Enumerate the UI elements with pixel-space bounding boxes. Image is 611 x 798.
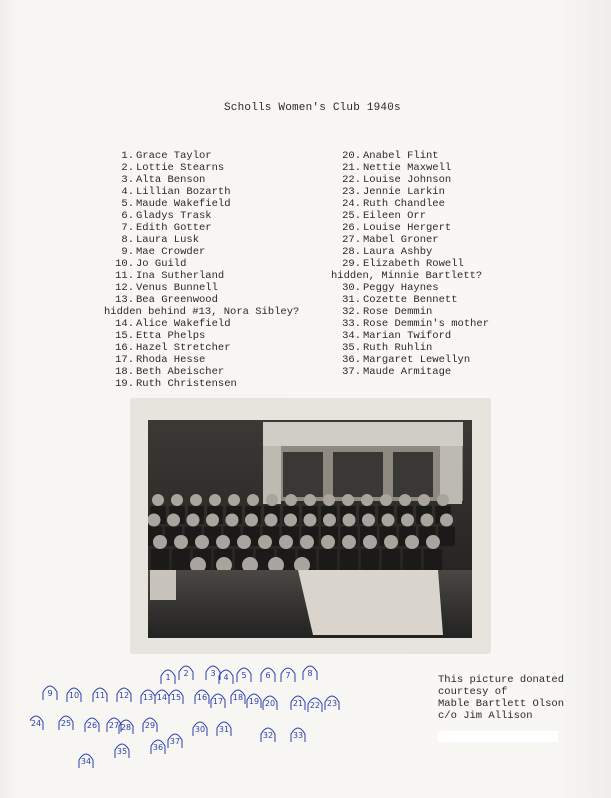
key-number: 5 (241, 671, 247, 680)
key-number: 15 (170, 693, 182, 702)
list-item-name: Cozette Bennett (363, 294, 458, 306)
list-item (104, 222, 334, 234)
list-item-name: Alta Benson (136, 174, 206, 186)
list-item (331, 294, 561, 306)
list-item-name: Rose Demmin's mother (363, 318, 490, 330)
list-item-name: Louise Johnson (363, 174, 452, 186)
list-item-number: 35. (342, 342, 361, 354)
list-item-name: Etta Phelps (136, 330, 206, 342)
key-number: 9 (47, 689, 53, 698)
list-item-name: Mae Crowder (136, 246, 206, 258)
list-item (331, 306, 561, 318)
donation-line: c/o Jim Allison (438, 710, 533, 722)
key-number: 27 (108, 721, 120, 730)
person-face (300, 535, 314, 549)
list-item-name: Louise Hergert (363, 222, 452, 234)
person-face (401, 514, 414, 527)
list-item-number: 36. (342, 354, 361, 366)
person-body (172, 549, 190, 570)
list-item (331, 246, 561, 258)
list-item-name: Elizabeth Rowell (363, 258, 464, 270)
list-item (331, 198, 561, 210)
person-face (148, 514, 161, 527)
list-item (331, 354, 561, 366)
person-face (361, 494, 373, 506)
person-face (399, 494, 411, 506)
person-face (265, 514, 278, 527)
list-item (104, 246, 334, 258)
list-item-number: 32. (342, 306, 361, 318)
list-item-number: 28. (342, 246, 361, 258)
list-item (104, 186, 334, 198)
key-number: 2 (183, 669, 189, 678)
list-item-number: 20. (342, 150, 361, 162)
list-item (331, 366, 561, 378)
key-number: 4 (223, 673, 229, 682)
person-face (228, 494, 240, 506)
person-face (206, 514, 219, 527)
redaction-block (438, 731, 558, 742)
list-item-number: 37. (342, 366, 361, 378)
list-item-number: 25. (342, 210, 361, 222)
list-item-name: Maude Armitage (363, 366, 452, 378)
list-item-number: 3. (121, 174, 134, 186)
person-face (342, 535, 356, 549)
list-item-number: 6. (121, 210, 134, 222)
list-item (331, 186, 561, 198)
key-number: 17 (212, 697, 224, 706)
list-item-number: 4. (121, 186, 134, 198)
person-face (437, 494, 449, 506)
person-face (421, 514, 434, 527)
key-number: 19 (248, 697, 260, 706)
list-item-name: Mabel Groner (363, 234, 439, 246)
list-item-number: 5. (121, 198, 134, 210)
list-item-number: 23. (342, 186, 361, 198)
list-item-number: 12. (115, 282, 134, 294)
person-face (171, 494, 183, 506)
list-item (331, 282, 561, 294)
list-item-name: Anabel Flint (363, 150, 439, 162)
person-face (167, 514, 180, 527)
person-face (304, 494, 316, 506)
list-item-number: 31. (342, 294, 361, 306)
list-item-name: Ruth Chandlee (363, 198, 445, 210)
key-number: 24 (30, 719, 42, 728)
list-item-name: Jo Guild (136, 258, 187, 270)
person-face (226, 514, 239, 527)
key-number: 29 (144, 721, 156, 730)
list-item-name: Edith Gotter (136, 222, 212, 234)
list-item-name: Lillian Bozarth (136, 186, 231, 198)
person-body (151, 549, 169, 570)
donation-line: courtesy of (438, 686, 508, 698)
person-face (342, 494, 354, 506)
person-face (174, 535, 188, 549)
key-number: 31 (218, 725, 230, 734)
list-item-number: 30. (342, 282, 361, 294)
list-item-name: Rhoda Hesse (136, 354, 206, 366)
list-item-number: 27. (342, 234, 361, 246)
list-item-number: 10. (115, 258, 134, 270)
list-item-number: 24. (342, 198, 361, 210)
person-face (343, 514, 356, 527)
list-item (331, 342, 561, 354)
person-face (187, 514, 200, 527)
key-number: 6 (265, 671, 271, 680)
list-item-number: 17. (115, 354, 134, 366)
list-item (331, 222, 561, 234)
list-item (104, 318, 334, 330)
key-number: 20 (264, 699, 276, 708)
list-item-name: Laura Ashby (363, 246, 433, 258)
person-face (279, 535, 293, 549)
list-item-number: 18. (115, 366, 134, 378)
list-item-number: 11. (115, 270, 134, 282)
list-item-number: 34. (342, 330, 361, 342)
list-item (104, 174, 334, 186)
list-item (331, 150, 561, 162)
key-number: 7 (285, 671, 291, 680)
list-item (104, 330, 334, 342)
list-item (104, 366, 334, 378)
list-item (104, 342, 334, 354)
list-item-number: 19. (115, 378, 134, 390)
list-item-number: 13. (115, 294, 134, 306)
person-face (323, 514, 336, 527)
list-item (331, 162, 561, 174)
key-number: 13 (142, 693, 154, 702)
list-item (104, 234, 334, 246)
list-item (331, 330, 561, 342)
list-item-name: Gladys Trask (136, 210, 212, 222)
person-face (304, 514, 317, 527)
list-item-number: 2. (121, 162, 134, 174)
list-item-name: Jennie Larkin (363, 186, 445, 198)
person-face (405, 535, 419, 549)
list-item-name: Rose Demmin (363, 306, 433, 318)
names-list-right (331, 150, 561, 378)
person-face (323, 494, 335, 506)
list-item (104, 354, 334, 366)
list-item-name: Margaret Lewellyn (363, 354, 471, 366)
list-note: hidden behind #13, Nora Sibley? (104, 306, 300, 318)
person-face (418, 494, 430, 506)
list-item-name: Nettie Maxwell (363, 162, 452, 174)
list-item (331, 210, 561, 222)
handwritten-key (30, 660, 360, 770)
list-item (104, 198, 334, 210)
list-item-name: Laura Lusk (136, 234, 200, 246)
list-item (104, 378, 334, 390)
list-item (331, 174, 561, 186)
list-item (104, 294, 334, 306)
list-item-number: 9. (121, 246, 134, 258)
donation-note (438, 674, 564, 722)
key-number: 26 (86, 721, 98, 730)
person-face (258, 535, 272, 549)
key-number: 1 (165, 673, 171, 682)
list-item (104, 282, 334, 294)
key-number: 25 (60, 719, 72, 728)
person-face (284, 514, 297, 527)
key-number: 10 (68, 691, 80, 700)
photo-image (148, 420, 472, 638)
person-face (362, 514, 375, 527)
key-number: 37 (169, 737, 181, 746)
list-item-name: Beth Abeischer (136, 366, 225, 378)
list-item (104, 150, 334, 162)
key-number: 30 (194, 725, 206, 734)
list-item-name: Ruth Christensen (136, 378, 237, 390)
list-item-name: Grace Taylor (136, 150, 212, 162)
list-item-name: Alice Wakefield (136, 318, 231, 330)
person-face (426, 535, 440, 549)
list-item-name: Ruth Ruhlin (363, 342, 433, 354)
key-number: 32 (262, 731, 274, 740)
person-face (216, 535, 230, 549)
person-face (153, 535, 167, 549)
person-face (285, 494, 297, 506)
key-number: 28 (120, 723, 132, 732)
list-item (331, 258, 561, 270)
document-title: Scholls Women's Club 1940s (224, 102, 401, 114)
names-list-left (104, 150, 334, 390)
key-number: 22 (309, 701, 321, 710)
person-face (209, 494, 221, 506)
key-number: 18 (232, 693, 244, 702)
donation-line: Mable Bartlett Olson (438, 698, 565, 710)
list-item-number: 21. (342, 162, 361, 174)
list-item-number: 8. (121, 234, 134, 246)
list-item-number: 14. (115, 318, 134, 330)
list-item-number: 26. (342, 222, 361, 234)
key-number: 21 (292, 699, 304, 708)
list-item-name: Peggy Haynes (363, 282, 439, 294)
group-photograph (148, 420, 472, 638)
donation-line: This picture donated (438, 674, 565, 686)
person-face (266, 494, 278, 506)
key-number: 3 (210, 669, 216, 678)
person-body (424, 549, 442, 570)
person-body (403, 549, 421, 570)
person-face (440, 514, 453, 527)
list-item (104, 258, 334, 270)
key-number: 16 (196, 693, 208, 702)
list-item-name: Hazel Stretcher (136, 342, 231, 354)
list-item (331, 234, 561, 246)
list-note: hidden, Minnie Bartlett? (331, 270, 483, 282)
person-face (363, 535, 377, 549)
list-item-number: 15. (115, 330, 134, 342)
person-body (319, 549, 337, 570)
list-item-name: Ina Sutherland (136, 270, 225, 282)
person-body (438, 527, 455, 547)
key-number: 36 (152, 743, 164, 752)
person-body (340, 549, 358, 570)
person-face (195, 535, 209, 549)
person-face (382, 514, 395, 527)
list-item-name: Maude Wakefield (136, 198, 231, 210)
person-body (361, 549, 379, 570)
person-face (380, 494, 392, 506)
person-face (384, 535, 398, 549)
person-body (382, 549, 400, 570)
list-item-number: 29. (342, 258, 361, 270)
list-item-name: Bea Greenwood (136, 294, 218, 306)
person-face (152, 494, 164, 506)
person-face (321, 535, 335, 549)
list-item-number: 22. (342, 174, 361, 186)
key-number: 12 (118, 691, 130, 700)
key-number: 23 (326, 699, 338, 708)
list-item-number: 7. (121, 222, 134, 234)
list-item-number: 1. (121, 150, 134, 162)
list-item-number: 33. (342, 318, 361, 330)
list-item-name: Marian Twiford (363, 330, 452, 342)
key-number: 35 (116, 747, 128, 756)
list-item-name: Venus Bunnell (136, 282, 218, 294)
list-item (331, 318, 561, 330)
list-item (104, 270, 334, 282)
person-face (247, 494, 259, 506)
key-number: 8 (307, 669, 313, 678)
list-item-name: Lottie Stearns (136, 162, 225, 174)
list-item (104, 162, 334, 174)
person-face (190, 494, 202, 506)
list-item (104, 210, 334, 222)
list-item-name: Eileen Orr (363, 210, 427, 222)
key-number: 14 (156, 693, 168, 702)
key-number: 11 (94, 691, 106, 700)
person-face (245, 514, 258, 527)
key-number: 33 (292, 731, 304, 740)
list-item-number: 16. (115, 342, 134, 354)
person-face (237, 535, 251, 549)
key-number: 34 (80, 757, 92, 766)
